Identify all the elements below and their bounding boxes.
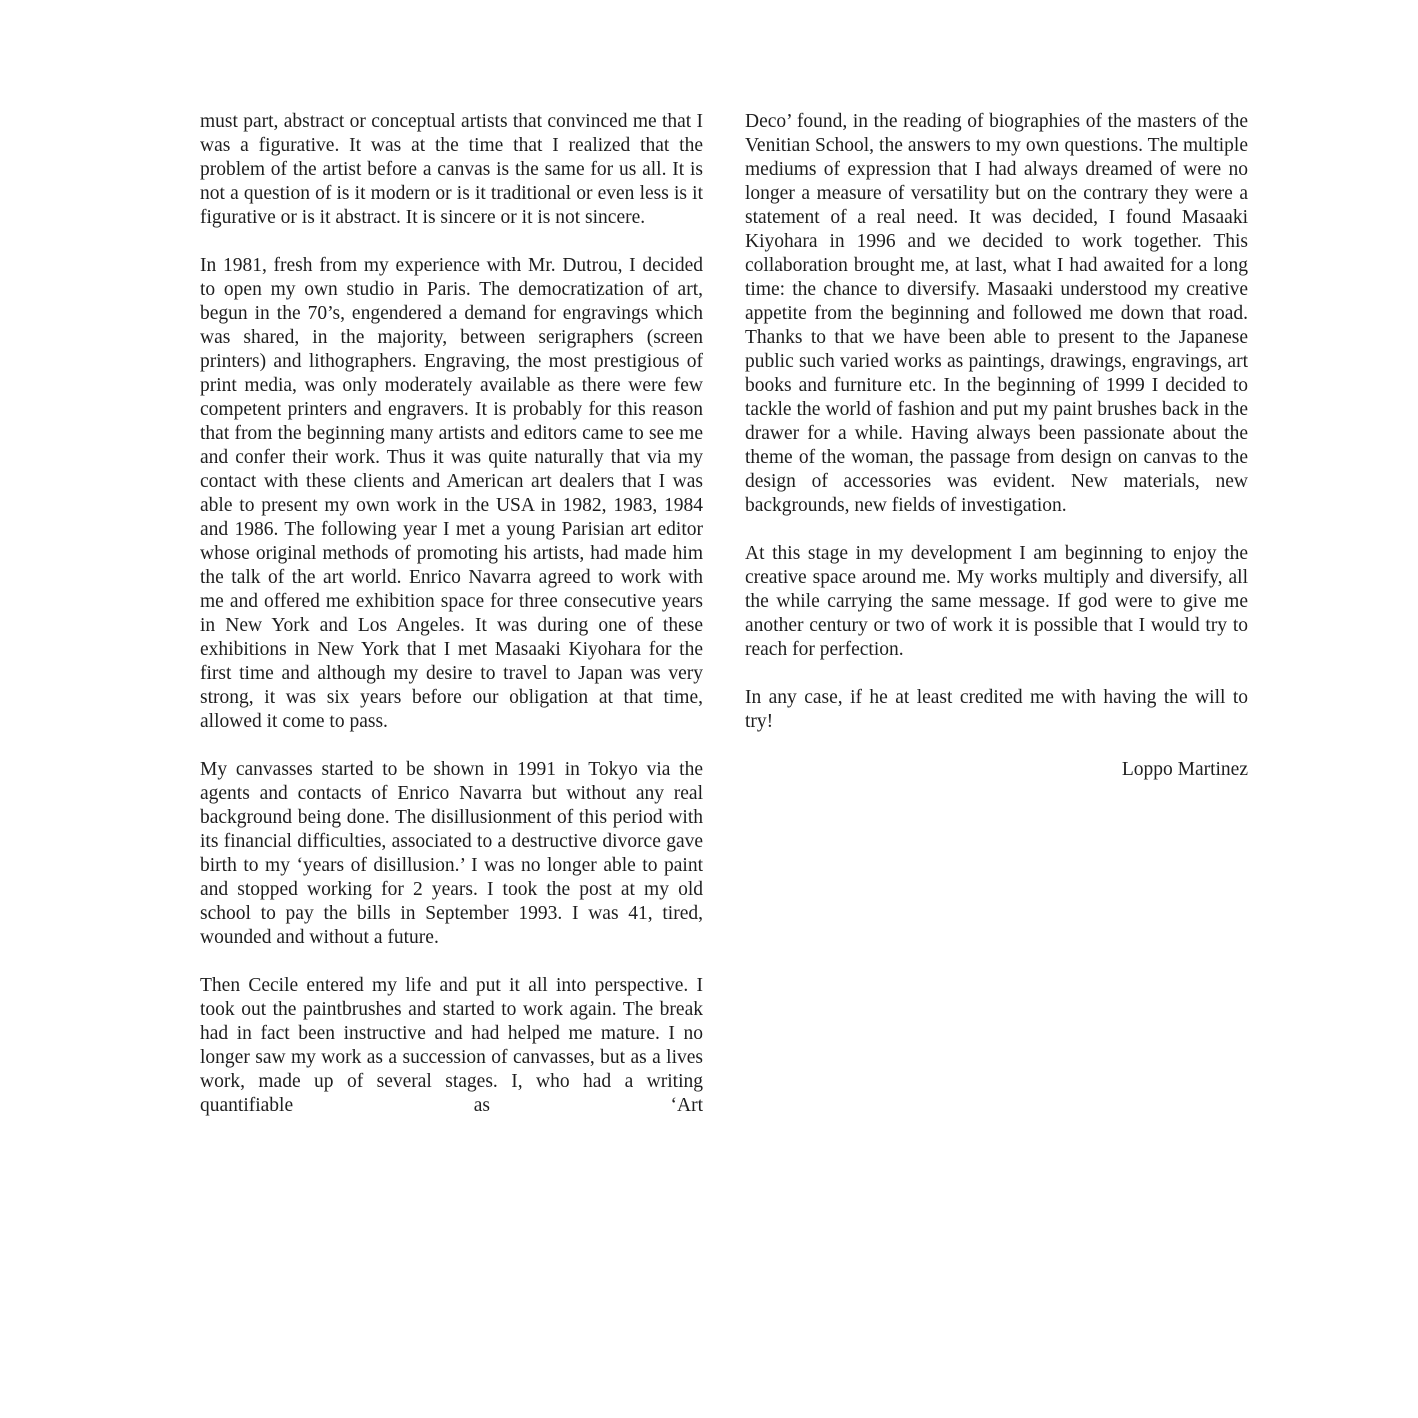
paragraph-4: Then Cecile entered my life and put it all into perspective. I took out the paintbrushes and started to work again. The break had in fact been instructive and had helped me mature. I no longer saw my work as a succession of canvasses, but as a lives work, made up of several stages. I, who had a writing quantifiable as ‘Art [200, 975, 703, 1116]
paragraph-1: must part, abstract or conceptual artists that convinced me that I was a figurative. It was at the time that I realized that the problem of the artist before a canvas is the same for us all. It is not a question of is it modern or is it traditional or even less is it figurative or is it abstract. It is sincere or it is not sincere. [200, 111, 703, 228]
paragraph-3: My canvasses started to be shown in 1991 in Tokyo via the agents and contacts of Enrico Navarra but without any real background being done. The disillusionment of this period with its financial difficulties, associated to a destructive divorce gave birth to my ‘years of disillusion.’ I was no longer able to paint and stopped working for 2 years. I took the post at my old school to pay the bills in September 1993. I was 41, tired, wounded and without a future. [200, 759, 703, 948]
paragraph-5: Deco’ found, in the reading of biographies of the masters of the Venitian School, the answers to my own questions. The multiple mediums of expression that I had always dreamed of were no longer a measure of versatility but on the contrary they were a statement of a real need. It was decided, I found Masaaki Kiyohara in 1996 and we decided to work together. This collaboration brought me, at last, what I had awaited for a long time: the chance to diversify. Masaaki understood my creative appetite from the beginning and followed me down that road. Thanks to that we have been able to present to the Japanese public such varied works as paintings, drawings, engravings, art books and furniture etc. In the beginning of 1999 I decided to tackle the world of fashion and put my paint brushes back in the drawer for a while. Having always been passionate about the theme of the woman, the passage from design on canvas to the design of accessories was evident. New materials, new backgrounds, new fields of investigation. [745, 111, 1248, 516]
right-text-column [745, 110, 1248, 782]
author-signature: Loppo Martinez [1121, 759, 1248, 780]
paragraph-7: In any case, if he at least credited me with having the will to try! [745, 687, 1248, 732]
paragraph-6: At this stage in my development I am beginning to enjoy the creative space around me. My works multiply and diversify, all the while carrying the same message. If god were to give me another century or two of work it is possible that I would try to reach for perfection. [745, 543, 1248, 660]
paragraph-2: In 1981, fresh from my experience with Mr. Dutrou, I decided to open my own studio in Paris. The democratization of art, begun in the 70’s, engendered a demand for engravings which was shared, in the majority, between serigraphers (screen printers) and lithographers. Engraving, the most prestigious of print media, was only moderately available as there were few competent printers and engravers. It is probably for this reason that from the beginning many artists and editors came to see me and confer their work. Thus it was quite naturally that via my contact with these clients and American art dealers that I was able to present my own work in the USA in 1982, 1983, 1984 and 1986. The following year I met a young Parisian art editor whose original methods of promoting his artists, had made him the talk of the art world. Enrico Navarra agreed to work with me and offered me exhibition space for three consecutive years in New York and Los Angeles. It was during one of these exhibitions in New York that I met Masaaki Kiyohara for the first time and although my desire to travel to Japan was very strong, it was six years before our obligation at that time, allowed it come to pass. [200, 255, 703, 732]
left-text-column [200, 110, 703, 1142]
